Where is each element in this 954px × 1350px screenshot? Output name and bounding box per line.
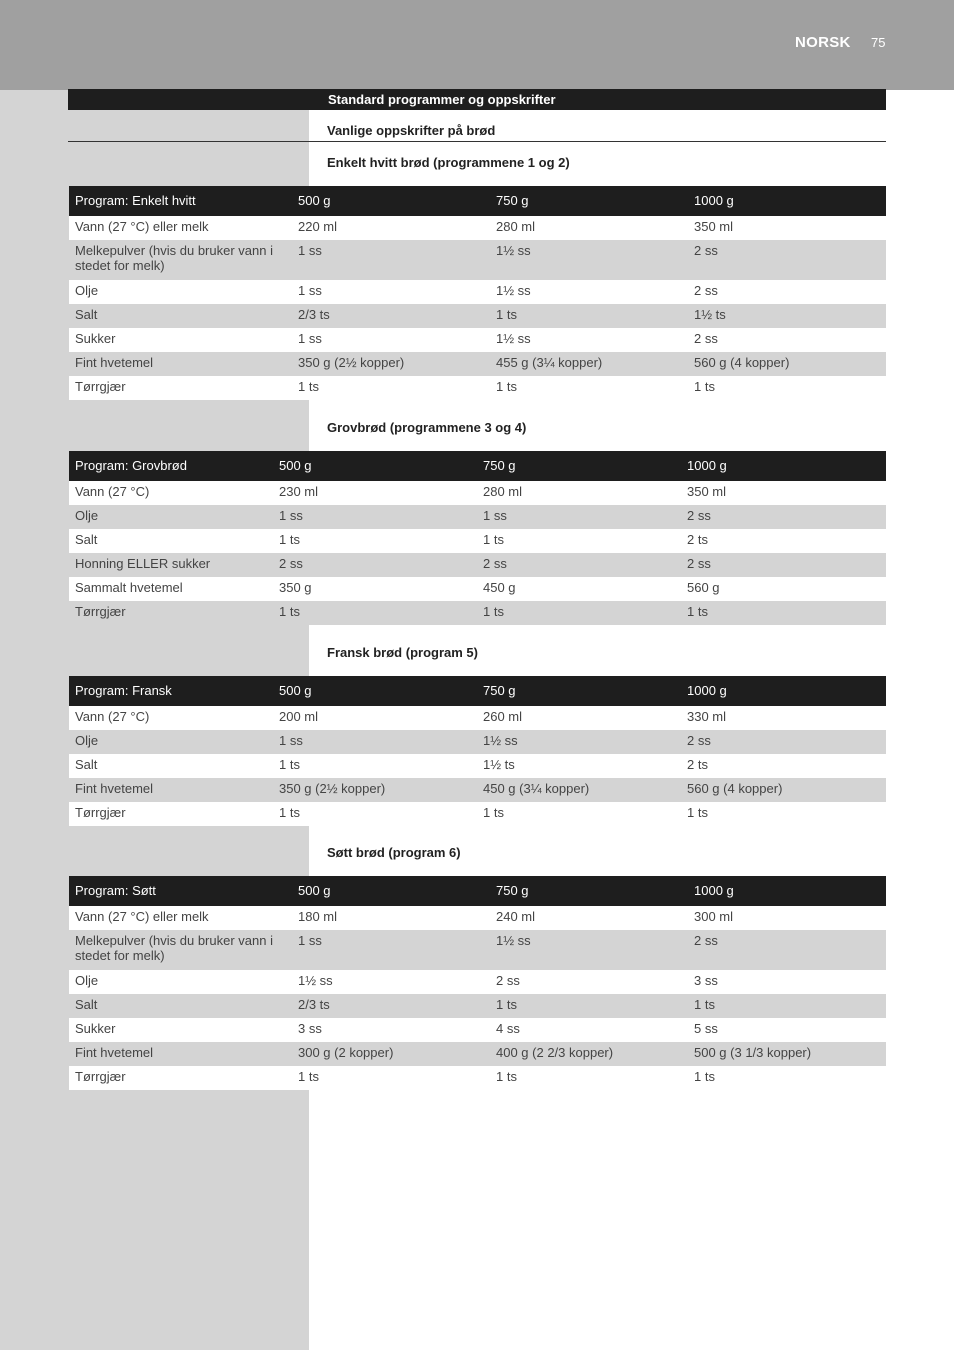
column-header: 750 g: [477, 451, 681, 481]
table-cell: 1½ ss: [490, 280, 688, 304]
table-row: [69, 240, 886, 280]
table-cell: 350 g: [273, 577, 477, 601]
language-label: NORSK: [795, 34, 851, 51]
heading-enkelt-hvitt: [309, 142, 886, 185]
table-cell: Salt: [69, 754, 273, 778]
column-header: 500 g: [273, 451, 477, 481]
table-cell: 330 ml: [681, 706, 886, 730]
table-cell: 2 ss: [688, 240, 886, 280]
table-cell: 560 g (4 kopper): [681, 778, 886, 802]
table-cell: 350 ml: [681, 481, 886, 505]
column-header: 1000 g: [681, 676, 886, 706]
table-heading: Enkelt hvitt brød (programmene 1 og 2): [327, 155, 570, 170]
heading-sott: [309, 825, 886, 868]
table-cell: 300 ml: [688, 906, 886, 930]
table-cell: 2 ss: [681, 553, 886, 577]
table-cell: 1½ ss: [477, 730, 681, 754]
table-cell: 1 ts: [490, 376, 688, 400]
subtitle: Vanlige oppskrifter på brød: [327, 123, 496, 138]
table-header-row: [69, 451, 886, 481]
table-row: [69, 730, 886, 754]
table-cell: 2 ts: [681, 754, 886, 778]
table-row: [69, 1042, 886, 1066]
table-cell: 1 ts: [273, 601, 477, 625]
column-header: Program: Søtt: [69, 876, 292, 906]
table-row: [69, 706, 886, 730]
table-header-row: [69, 876, 886, 906]
table-cell: Tørrgjær: [69, 802, 273, 826]
table-cell: 180 ml: [292, 906, 490, 930]
table-row: [69, 906, 886, 930]
table-cell: Honning ELLER sukker: [69, 553, 273, 577]
table-cell: 1 ts: [273, 754, 477, 778]
table-cell: 1½ ss: [490, 240, 688, 280]
page-number: 75: [871, 35, 886, 50]
table-row: [69, 529, 886, 553]
table-cell: 400 g (2 2/3 kopper): [490, 1042, 688, 1066]
table-row: [69, 304, 886, 328]
table-cell: 1½ ts: [688, 304, 886, 328]
table-fransk: [69, 676, 886, 826]
table-cell: Olje: [69, 730, 273, 754]
table-cell: 1 ts: [681, 802, 886, 826]
table-cell: 280 ml: [477, 481, 681, 505]
table-row: [69, 1018, 886, 1042]
table-cell: 1½ ts: [477, 754, 681, 778]
table-heading: Søtt brød (program 6): [327, 845, 461, 860]
table-cell: 260 ml: [477, 706, 681, 730]
table-cell: 1 ts: [292, 1066, 490, 1090]
table-cell: 1 ts: [688, 376, 886, 400]
table-cell: 1 ts: [292, 376, 490, 400]
table-cell: 1 ss: [292, 930, 490, 970]
table-cell: 350 g (2½ kopper): [292, 352, 490, 376]
table-cell: 500 g (3 1/3 kopper): [688, 1042, 886, 1066]
table-cell: Fint hvetemel: [69, 1042, 292, 1066]
column-header: Program: Enkelt hvitt: [69, 186, 292, 216]
table-cell: 1 ts: [477, 601, 681, 625]
table-row: [69, 280, 886, 304]
column-header: 500 g: [273, 676, 477, 706]
table-heading: Fransk brød (program 5): [327, 645, 478, 660]
table-cell: 2 ss: [688, 930, 886, 970]
table-cell: 2 ss: [681, 730, 886, 754]
table-cell: 560 g (4 kopper): [688, 352, 886, 376]
table-cell: 2 ts: [681, 529, 886, 553]
table-row: [69, 778, 886, 802]
table-cell: 1 ts: [273, 529, 477, 553]
table-row: [69, 328, 886, 352]
table-cell: 3 ss: [292, 1018, 490, 1042]
table-cell: Sukker: [69, 328, 292, 352]
table-cell: 2/3 ts: [292, 994, 490, 1018]
table-cell: Salt: [69, 304, 292, 328]
table-cell: 280 ml: [490, 216, 688, 240]
table-cell: 350 g (2½ kopper): [273, 778, 477, 802]
table-row: [69, 352, 886, 376]
table-cell: 1 ts: [688, 1066, 886, 1090]
table-cell: Vann (27 °C) eller melk: [69, 216, 292, 240]
table-cell: 3 ss: [688, 970, 886, 994]
table-cell: 1 ts: [490, 304, 688, 328]
table-cell: 1½ ss: [292, 970, 490, 994]
table-cell: 560 g: [681, 577, 886, 601]
table-header-row: [69, 676, 886, 706]
column-header: Program: Grovbrød: [69, 451, 273, 481]
table-row: [69, 216, 886, 240]
section-title-bar: [68, 89, 886, 110]
table-cell: 1 ts: [490, 1066, 688, 1090]
table-cell: 2 ss: [688, 328, 886, 352]
subtitle-row: [68, 110, 886, 142]
table-header-row: [69, 186, 886, 216]
table-grovbrod: [69, 451, 886, 625]
table-heading: Grovbrød (programmene 3 og 4): [327, 420, 527, 435]
table-cell: 1 ss: [273, 505, 477, 529]
table-cell: 1 ss: [292, 328, 490, 352]
table-cell: 2 ss: [490, 970, 688, 994]
table-cell: Melkepulver (hvis du bruker vann i stedet for melk): [69, 240, 292, 280]
table-cell: 300 g (2 kopper): [292, 1042, 490, 1066]
table-cell: 1½ ss: [490, 930, 688, 970]
table-row: [69, 553, 886, 577]
table-cell: Salt: [69, 994, 292, 1018]
heading-grovbrod: [309, 400, 886, 443]
table-cell: 2/3 ts: [292, 304, 490, 328]
table-cell: 4 ss: [490, 1018, 688, 1042]
table-row: [69, 930, 886, 970]
table-row: [69, 970, 886, 994]
table-cell: Tørrgjær: [69, 1066, 292, 1090]
table-cell: Vann (27 °C): [69, 481, 273, 505]
heading-fransk: [309, 625, 886, 668]
table-cell: 1 ts: [681, 601, 886, 625]
table-row: [69, 505, 886, 529]
table-cell: Vann (27 °C): [69, 706, 273, 730]
table-cell: 200 ml: [273, 706, 477, 730]
table-cell: 1 ss: [273, 730, 477, 754]
column-header: 1000 g: [688, 876, 886, 906]
section-title: Standard programmer og oppskrifter: [328, 92, 556, 107]
table-row: [69, 754, 886, 778]
column-header: 1000 g: [688, 186, 886, 216]
table-cell: 455 g (3¼ kopper): [490, 352, 688, 376]
table-cell: 5 ss: [688, 1018, 886, 1042]
table-cell: Olje: [69, 970, 292, 994]
table-cell: 1 ts: [490, 994, 688, 1018]
column-header: 1000 g: [681, 451, 886, 481]
table-enkelt-hvitt: [69, 186, 886, 400]
table-cell: Sukker: [69, 1018, 292, 1042]
table-row: [69, 376, 886, 400]
table-row: [69, 601, 886, 625]
table-cell: 450 g: [477, 577, 681, 601]
table-cell: Tørrgjær: [69, 376, 292, 400]
table-cell: 2 ss: [477, 553, 681, 577]
column-header: 500 g: [292, 186, 490, 216]
table-row: [69, 802, 886, 826]
table-cell: 1 ss: [477, 505, 681, 529]
table-cell: 220 ml: [292, 216, 490, 240]
table-cell: 1 ss: [292, 240, 490, 280]
table-cell: Fint hvetemel: [69, 352, 292, 376]
table-cell: 1 ts: [477, 802, 681, 826]
column-header: 500 g: [292, 876, 490, 906]
table-row: [69, 481, 886, 505]
table-cell: 1 ss: [292, 280, 490, 304]
table-cell: 1½ ss: [490, 328, 688, 352]
table-cell: Salt: [69, 529, 273, 553]
table-cell: 1 ts: [273, 802, 477, 826]
column-header: 750 g: [490, 186, 688, 216]
table-cell: Tørrgjær: [69, 601, 273, 625]
table-row: [69, 994, 886, 1018]
table-row: [69, 1066, 886, 1090]
table-cell: 230 ml: [273, 481, 477, 505]
table-sott: [69, 876, 886, 1090]
table-cell: 240 ml: [490, 906, 688, 930]
table-cell: 2 ss: [688, 280, 886, 304]
column-header: 750 g: [490, 876, 688, 906]
column-header: 750 g: [477, 676, 681, 706]
table-cell: 2 ss: [273, 553, 477, 577]
table-cell: Sammalt hvetemel: [69, 577, 273, 601]
table-cell: Melkepulver (hvis du bruker vann i stedet for melk): [69, 930, 292, 970]
table-cell: Fint hvetemel: [69, 778, 273, 802]
table-cell: 1 ts: [477, 529, 681, 553]
table-cell: 450 g (3¼ kopper): [477, 778, 681, 802]
table-cell: 350 ml: [688, 216, 886, 240]
table-cell: Olje: [69, 505, 273, 529]
table-cell: 2 ss: [681, 505, 886, 529]
table-row: [69, 577, 886, 601]
table-cell: Olje: [69, 280, 292, 304]
column-header: Program: Fransk: [69, 676, 273, 706]
table-cell: 1 ts: [688, 994, 886, 1018]
table-cell: Vann (27 °C) eller melk: [69, 906, 292, 930]
